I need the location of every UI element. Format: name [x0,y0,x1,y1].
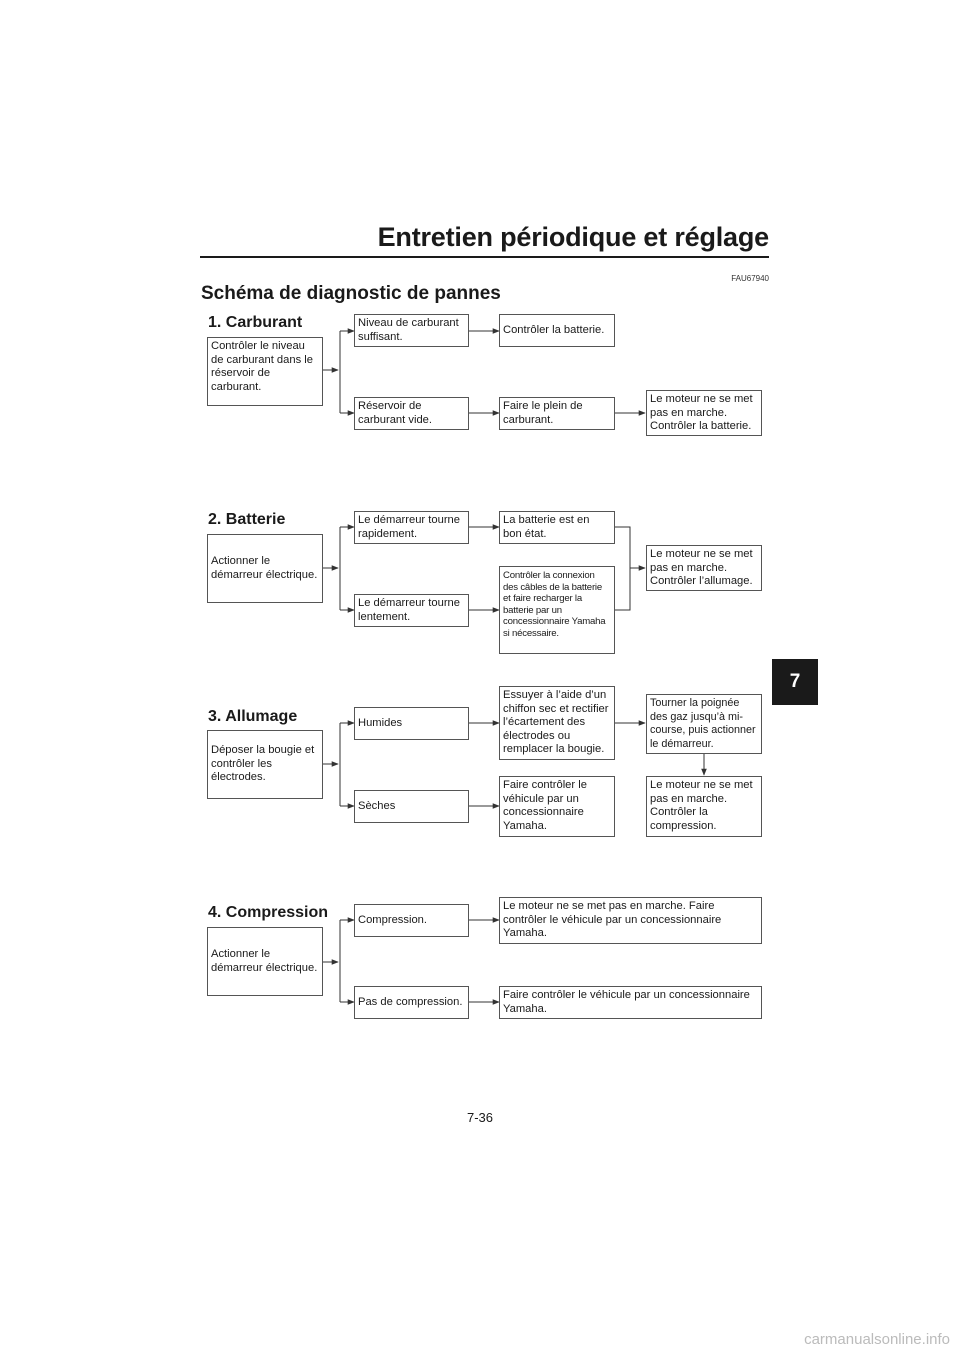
box-carburant-branch-bottom: Réservoir de carburant vide. [354,397,469,430]
box-allumage-next: Tourner la poignée des gaz jusqu’à mi-course, puis actionner le démarreur. [646,694,762,754]
box-compression-result-bottom: Faire contrôler le véhicule par un concessionnaire Yamaha. [499,986,762,1019]
box-batterie-final: Le moteur ne se met pas en marche. Contrôler l’allumage. [646,545,762,591]
chapter-tab: 7 [772,659,818,705]
box-carburant-branch-top: Niveau de carburant suffisant. [354,314,469,347]
box-batterie-result-bottom: Contrôler la connexion des câbles de la batterie et faire recharger la batterie par un concessionnaire Yamaha si nécessaire. [499,566,615,654]
box-carburant-result-top: Contrôler la batterie. [499,314,615,347]
box-allumage-final: Le moteur ne se met pas en marche. Contrôler la compression. [646,776,762,837]
box-allumage-branch-top: Humides [354,707,469,740]
box-compression-start: Actionner le démarreur électrique. [207,927,323,996]
box-allumage-result-bottom: Faire contrôler le véhicule par un concessionnaire Yamaha. [499,776,615,837]
page-title: Entretien périodique et réglage [377,222,769,252]
box-allumage-start: Déposer la bougie et contrôler les électrodes. [207,730,323,799]
heading-batterie: 2. Batterie [208,511,286,528]
box-batterie-branch-top: Le démarreur tourne rapidement. [354,511,469,544]
box-compression-branch-bottom: Pas de compression. [354,986,469,1019]
connector-b-merge [615,527,630,610]
heading-allumage: 3. Allumage [208,708,298,725]
box-batterie-result-top: La batterie est en bon état. [499,511,615,544]
box-compression-result-top: Le moteur ne se met pas en marche. Faire contrôler le véhicule par un concessionnaire Yamaha. [499,897,762,944]
box-carburant-final: Le moteur ne se met pas en marche. Contrôler la batterie. [646,390,762,436]
doc-code: FAU67940 [731,274,769,283]
watermark: carmanualsonline.info [804,1331,950,1348]
section-title: Schéma de diagnostic de pannes [201,283,501,304]
page-number: 7-36 [466,1110,494,1125]
heading-compression: 4. Compression [208,904,329,921]
box-compression-branch-top: Compression. [354,904,469,937]
box-carburant-result-bottom: Faire le plein de carburant. [499,397,615,430]
box-allumage-branch-bottom: Sèches [354,790,469,823]
box-batterie-start: Actionner le démarreur électrique. [207,534,323,603]
box-batterie-branch-bottom: Le démarreur tourne lentement. [354,594,469,627]
heading-carburant: 1. Carburant [208,314,303,331]
box-carburant-start: Contrôler le niveau de carburant dans le réservoir de carburant. [207,337,323,406]
box-allumage-result-top: Essuyer à l’aide d’un chiffon sec et rectifier l’écartement des électrodes ou remplacer la bougie. [499,686,615,760]
